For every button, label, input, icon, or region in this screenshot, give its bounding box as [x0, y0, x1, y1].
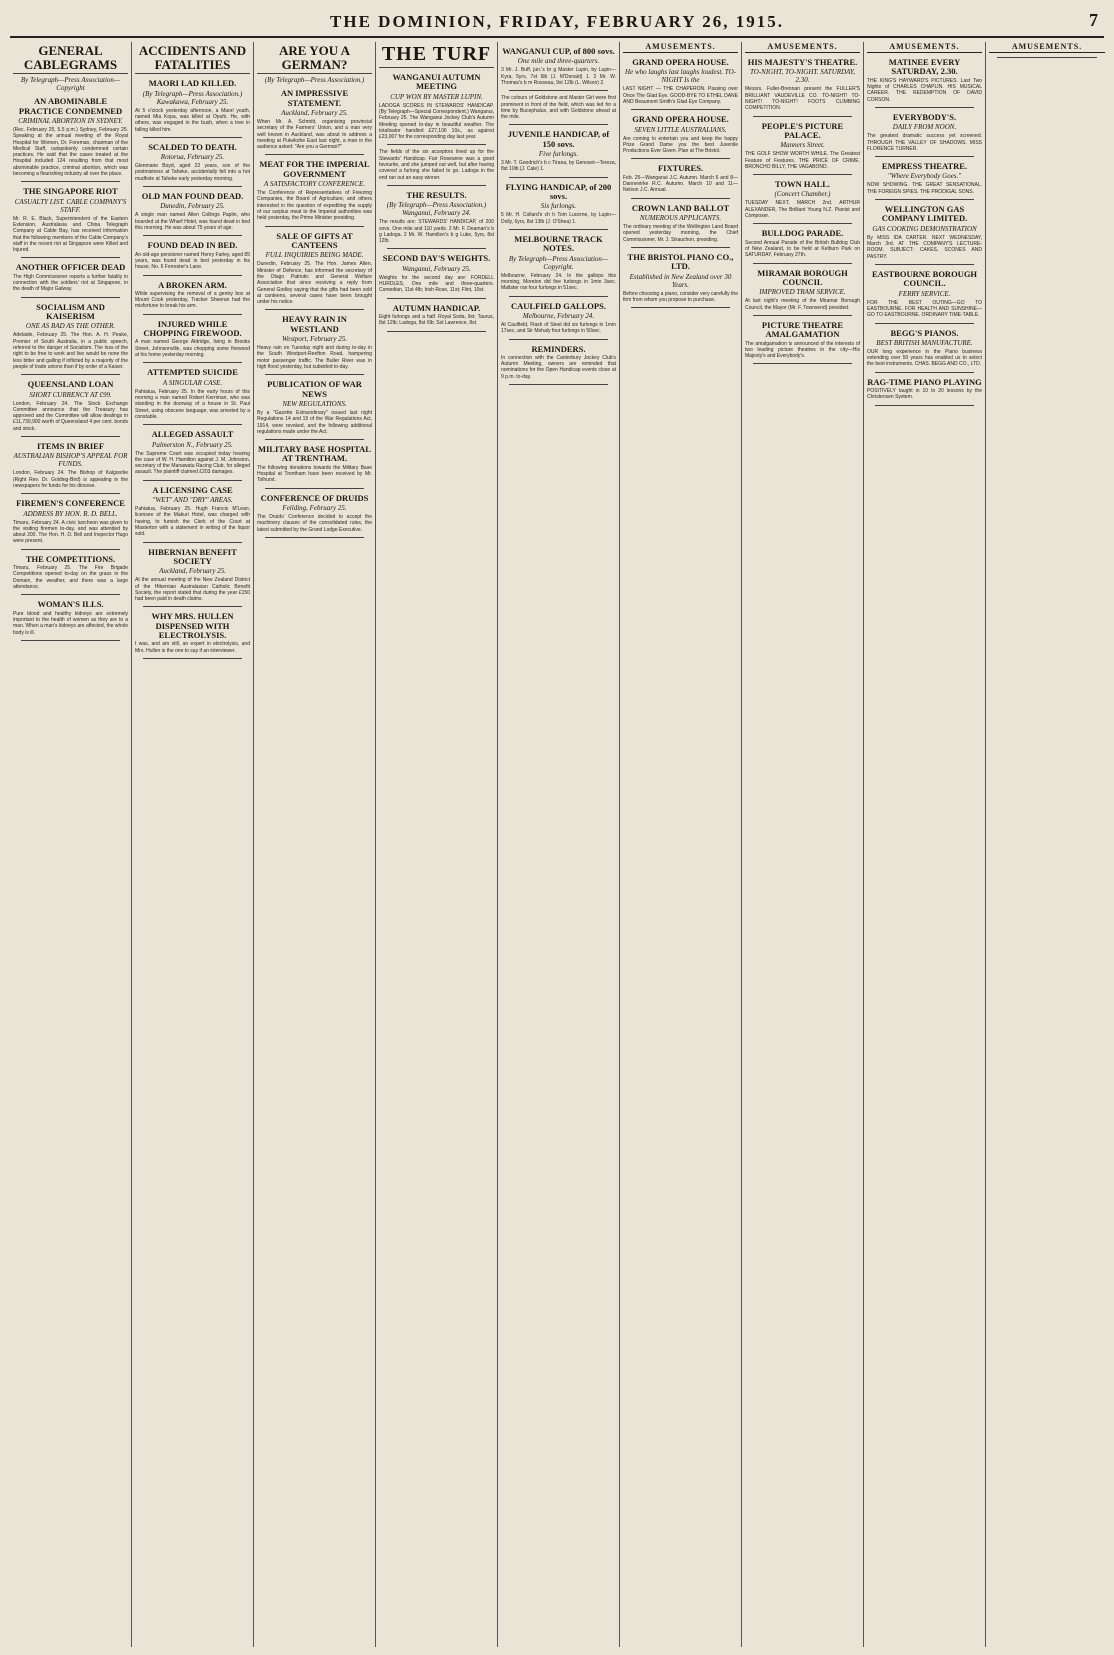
article-headline: SECOND DAY'S WEIGHTS.	[382, 253, 491, 264]
article-body: Pahiatua, February 25. Hugh Francis M'Lean, licensee of the Makuri Hotel, was charged with having, to furnish the Clerk of the Court at Masterton with a statement in writing of the liquor sold.	[135, 506, 250, 538]
article-subhead: DAILY FROM NOON.	[892, 123, 957, 132]
section-divider	[509, 296, 608, 297]
article-subhead: FULL INQUIRIES BEING MADE.	[265, 251, 364, 260]
article-subhead: A SINGULAR CASE.	[162, 378, 223, 387]
section-divider	[509, 124, 608, 125]
column-9	[986, 42, 1108, 1647]
article-headline: MAORI LAD KILLED.	[148, 78, 237, 89]
article-headline: FLYING HANDICAP, of 200 sovs.	[505, 181, 612, 202]
article-body: The colours of Goldstone and Master Girl were first prominent in front of the field, which was led for a time by Bucephalus, and with Goldstone ahead at the mile.	[501, 95, 616, 121]
section-divider	[21, 640, 120, 641]
article-subhead: BEST BRITISH MANUFACTURE.	[876, 338, 973, 347]
article-headline: MEAT FOR THE IMPERIAL GOVERNMENT	[259, 159, 370, 179]
column-5	[498, 42, 620, 1647]
article-body: I was, and am still, an expert in electrolysis, and Mrs. Hullen is the one to say if an interviewer.	[135, 641, 250, 654]
article-headline: THE BRISTOL PIANO CO., LTD.	[627, 251, 734, 272]
article-headline: TOWN HALL.	[774, 179, 831, 190]
columns	[10, 42, 1104, 1647]
article-body: THE KING'S HAYWARD'S PICTURES. Last Two Nights of CHARLES CHAPLIN. HIS MUSICAL CAREER. THE REDEMPTION OF DAVID CORSON.	[867, 77, 982, 103]
article-body: An old-age pensioner named Henry Farley, aged 85 years, was found dead in bed yesterday in his house, No. 6 Forrester's Lane.	[135, 251, 250, 271]
article-body: Adelaide, February 25. The Hon. A. H. Peake, Premier of South Australia, in a public speech, referred to the danger of Socialism. The loss of the right to be free to work and live would be none the less bitter and galling if inflicted by a majority of the people of trade unions than if by order of a Kaiser.	[13, 332, 128, 370]
article-body: London, February 24. The Stock Exchange Committee announce that the Treasury has approved and the Committee will allow dealings in £11,739,900 worth of Queensland 4 per cent. bonds and stock.	[13, 400, 128, 432]
article-subhead: ONE AS BAD AS THE OTHER.	[25, 322, 116, 331]
section-divider	[631, 307, 730, 308]
article-body: TUESDAY NEXT, MARCH 2nd. ARTHUR ALEXANDER, The Brilliant Young N.Z. Pianist and Composer.	[745, 200, 860, 220]
article-headline: WANGANUI CUP, of 800 sovs.	[502, 46, 615, 56]
section-divider	[143, 658, 242, 659]
article-subhead: "Where Everybody Goes."	[887, 172, 962, 181]
article-subhead: Auckland, February 25.	[159, 567, 226, 576]
section-divider	[509, 90, 608, 91]
article-headline: WELLINGTON GAS COMPANY LIMITED.	[881, 204, 968, 224]
article-subhead: A SATISFACTORY CONFERENCE.	[264, 180, 365, 189]
article-body: 5 Mr. H. Collard's ch h Tom Lucerne, by Lupin—Dolly, 6yrs, 8st 13lb (J. O'Shea) 1.	[501, 212, 616, 225]
section-divider	[509, 229, 608, 230]
section-divider	[265, 537, 364, 538]
article-headline: ALLEGED ASSAULT	[151, 429, 234, 440]
article-subhead: Six furlongs.	[540, 202, 577, 211]
article-body: 3 Mr. J. Buff, jun.'s br g Master Lupin, by Lupin—Kyra, 5yrs, 7st 6lb (J. M'Donald) 1. 2 Mr. W. Thomas's b m Rosseau, 9st 12lb (L. Wilson) 2.	[501, 67, 616, 86]
column-6	[620, 42, 742, 1647]
article-subhead: Melbourne, February 24.	[522, 311, 595, 320]
article-subhead: NUMEROUS APPLICANTS.	[639, 214, 722, 223]
article-subhead: CASUALTY LIST. CABLE COMPANY'S STAFF.	[14, 197, 127, 214]
section-divider	[509, 384, 608, 385]
section-divider	[387, 144, 486, 145]
article-headline: MIRAMAR BOROUGH COUNCIL	[757, 267, 848, 287]
section-divider	[143, 137, 242, 138]
article-headline: FIREMEN'S CONFERENCE	[16, 498, 125, 509]
article-body: A man named George Aldridge, living in Brooks Street, Johnsonville, was chopping some firewood at his home yesterday morning.	[135, 339, 250, 359]
article-body: OUR long experience in the Piano business extending over 50 years has enabled us to select the best instruments. CHAS. BEGG AND CO., LTD.	[867, 348, 982, 368]
article-headline: PICTURE THEATRE AMALGAMATION	[761, 319, 844, 340]
article-headline: THE COMPETITIONS.	[25, 553, 116, 564]
article-body: The Druids' Conference decided to accept the machinery clauses of the consolidated rules, the latest submitted by the Grand Lodge Executive.	[257, 514, 372, 533]
section-divider	[143, 275, 242, 276]
article-body: London, February 24. The Bishop of Kalgoorlie (Right Rev. Dr. Golding-Bird) is appealing in the newspapers for funds for his diocese.	[13, 470, 128, 489]
section-divider	[753, 223, 852, 224]
article-body: In connection with the Canterbury Jockey Club's Autumn Meeting, owners are reminded that nominations for the Open Handicap events close at 9 p.m. to-day.	[501, 354, 616, 380]
section-divider	[21, 297, 120, 298]
article-body: LADOGA SCORES IN STEWARDS' HANDICAP. (By Telegraph—Special Correspondent.) Wanganui, February 25. The Wanganui Jockey Club's Autumn Meeting opened to-day in beautiful weather. The totalisator handled £27,106 10s., as against £23,007 for the corresponding day last year.	[379, 102, 494, 141]
article-subhead: One mile and three-quarters.	[517, 57, 600, 66]
article-subhead: (By Telegraph—Press Association.) Wanganui, February 24.	[386, 201, 487, 218]
section-divider	[875, 264, 974, 265]
article-subhead: AUSTRALIAN BISHOP'S APPEAL FOR FUNDS.	[13, 452, 128, 469]
article-headline: BEGG'S PIANOS.	[890, 327, 959, 338]
article-body: The following donations towards the Military Base Hospital at Trentham have been received by Mr. Tolhurst.	[257, 464, 372, 484]
section-divider	[997, 57, 1097, 58]
article-headline: BULLDOG PARADE.	[761, 228, 844, 239]
article-subhead: Feilding, February 25.	[282, 504, 347, 513]
article-headline: GRAND OPERA HOUSE.	[632, 57, 729, 67]
section-divider	[21, 549, 120, 550]
article-body: Eight furlongs and a half. Royal Soda, 9st; Taurus, 8st 12lb; Ladoga, 8st 6lb; Sol Lawrence, 8st.	[379, 314, 494, 327]
article-subhead: GAS COOKING DEMONSTRATION	[872, 224, 977, 233]
article-headline: FOUND DEAD IN BED.	[147, 240, 238, 251]
article-body: Melbourne, February 24. In the gallops this morning, Moreton did five furlongs in 1min 3sec. Maltster ran four furlongs in 51sec.	[501, 272, 616, 292]
masthead-title: THE DOMINION, FRIDAY, FEBRUARY 26, 1915.	[330, 12, 784, 31]
article-body: Feb. 25—Wanganui J.C. Autumn. March 6 and 8—Dannevirke R.C. Autumn. March 10 and 11—Nelson J.C. Annual.	[623, 174, 738, 194]
article-body: At the annual meeting of the New Zealand District of the Hibernian Australasian Catholic Benefit Society, the report stated that during the year £150 had been paid in death claims.	[135, 577, 250, 603]
article-body: Pahiatua, February 25. In the early hours of this morning a man named Robert Kerriman, who was standing in the doorway of a house in St. Paul Street, using obscene language, was arrested by a constable.	[135, 388, 250, 420]
article-body: THE GOLF SHOW WORTH WHILE. The Greatest Feature of Features. THE PRICE OF CRIME. BRONCHO BILLY, THE VAGABOND.	[745, 151, 860, 170]
article-subhead: (By Telegraph—Press Association.) Kawakawa, February 25.	[142, 89, 243, 106]
article-headline: INJURED WHILE CHOPPING FIREWOOD.	[143, 318, 242, 339]
section-divider	[753, 174, 852, 175]
article-headline: ANOTHER OFFICER DEAD	[15, 262, 126, 273]
article-subhead: Rotorua, February 25.	[160, 153, 225, 162]
article-body: Pure blood and healthy kidneys are extremely important to the health of women as they are to a man. When a man's kidneys are affected, the whole body is ill.	[13, 610, 128, 636]
section-divider	[875, 323, 974, 324]
article-subhead: IMPROVED TRAM SERVICE.	[759, 288, 846, 297]
section-divider	[753, 263, 852, 264]
article-headline: SOCIALISM AND KAISERISM	[36, 301, 105, 322]
article-subhead: By Telegraph—Press Association—Copyright.	[508, 254, 609, 271]
column-heading: AMUSEMENTS.	[623, 42, 738, 53]
article-headline: WOMAN'S ILLS.	[37, 599, 104, 610]
article-body: At Caulfield, Flash of Steel did six furlongs in 1min 17sec, and Sir Mohaly four furlongs in 50sec.	[501, 321, 616, 335]
section-divider	[265, 374, 364, 375]
article-headline: RAG-TIME PIANO PLAYING	[867, 376, 982, 387]
column-title: ARE YOU A GERMAN?	[257, 44, 372, 74]
section-divider	[265, 439, 364, 440]
article-body: Weights for the second day are: FORDELL HURDLES, One mile and three-quarters. Comedian, 11st 4lb; Irish Rose, 11st; Flint, 10st.	[379, 274, 494, 294]
article-body: LAST NIGHT — THE CHAPERON. Passing over Once The Glad Eye. GOOD-BYE TO ETHEL DANE AND Beaumont Smith's Glad Eye Company.	[623, 86, 738, 105]
article-subhead: NEW REGULATIONS.	[282, 399, 347, 408]
article-body: Timaru, February 25. The Fire Brigade Competitions opened to-day on the grass in the Domain, the weather, and there was a large attendance.	[13, 565, 128, 590]
article-body: At last night's meeting of the Miramar Borough Council, the Mayor (Mr. F. Townsend) presided.	[745, 298, 860, 311]
section-divider	[875, 199, 974, 200]
article-headline: JUVENILE HANDICAP, of 150 sovs.	[507, 129, 610, 149]
section-divider	[21, 181, 120, 182]
column-1	[10, 42, 132, 1647]
article-headline: AN IMPRESSIVE STATEMENT.	[280, 88, 349, 108]
article-body: 3 Mr. T. Goodrich's b c Tirana, by Genoset—Tereza, 8st 10lb (J. Cale) 1.	[501, 160, 616, 173]
byline: (By Telegraph—Press Association.)	[264, 76, 365, 85]
article-headline: CAULFIELD GALLOPS.	[511, 300, 606, 311]
section-divider	[143, 314, 242, 315]
article-subhead: SEVEN LITTLE AUSTRALIANS.	[634, 125, 727, 134]
article-body: Second Annual Parade of the British Bulldog Club of New Zealand, to be held at Kelburn Park on SATURDAY, February 27th.	[745, 239, 860, 259]
article-headline: ATTEMPTED SUICIDE	[147, 367, 238, 378]
column-heading: AMUSEMENTS.	[989, 42, 1105, 53]
article-headline: REMINDERS.	[531, 343, 586, 354]
article-subhead: CUP WON BY MASTER LUPIN.	[390, 92, 483, 101]
article-headline: SALE OF GIFTS AT CANTEENS	[276, 230, 353, 250]
article-body: Before choosing a piano, consider very carefully the firm from whom you propose to purchase.	[623, 290, 738, 303]
section-divider	[875, 405, 974, 406]
page-number: 7	[1089, 10, 1098, 30]
byline: By Telegraph—Press Association—Copyright	[20, 76, 121, 93]
article-headline: ITEMS IN BRIEF	[36, 441, 105, 451]
article-subhead: Auckland, February 25.	[281, 108, 348, 117]
section-divider	[143, 542, 242, 543]
article-headline: PUBLICATION OF WAR NEWS	[267, 379, 362, 399]
section-divider	[143, 235, 242, 236]
section-divider	[631, 247, 730, 248]
section-divider	[753, 116, 852, 117]
section-divider	[21, 257, 120, 258]
column-7	[742, 42, 864, 1647]
article-headline: A BROKEN ARM.	[158, 279, 227, 290]
section-divider	[265, 488, 364, 489]
section-divider	[631, 198, 730, 199]
section-divider	[143, 424, 242, 425]
article-headline: QUEENSLAND LOAN	[27, 379, 114, 390]
section-divider	[631, 109, 730, 110]
article-body: FOR THE BEST OUTING—GO TO EASTBOURNE. FOR HEALTH AND SUNSHINE—GO TO EASTBOURNE. ORDINARY TIME-TABLE.	[867, 299, 982, 319]
article-headline: EMPRESS THEATRE.	[881, 161, 968, 172]
section-divider	[265, 154, 364, 155]
section-divider	[143, 480, 242, 481]
article-body: The greatest dramatic success yet screened. THROUGH THE VALLEY OF SHADOWS. MISS FLORENCE TURNER.	[867, 133, 982, 152]
article-subhead: ADDRESS BY HON. R. D. BELL.	[23, 509, 118, 518]
article-body: POSITIVELY taught in 10 to 20 lessons by the Christensen System.	[867, 388, 982, 401]
article-subhead: Established in New Zealand over 30 Years.	[629, 272, 732, 289]
article-body: By a "Gazette Extraordinary" issued last night Regulations 14 and 15 of the War Regulations Act, 1914, were revoked, and the following additional regulations made under the Act.	[257, 409, 372, 435]
article-body: The High Commissioner reports a further fatality in connection with the soldiers' riot at Singapore, in the death of Major Galway.	[13, 273, 128, 293]
article-subhead: Wanganui, February 25.	[402, 264, 471, 273]
article-body: NOW SHOWING. THE GREAT SENSATIONAL. THE FOREIGN SPIES. THE PRODIGAL SONS.	[867, 182, 982, 195]
article-body: Heavy rain on Tuesday night and during to-day in the South Westport-Reefton Road, hampering motor passenger traffic. The Buller River was in high flood yesterday, but subsided to-day.	[257, 345, 372, 370]
article-headline: HIBERNIAN BENEFIT SOCIETY	[148, 546, 237, 566]
article-subhead: Palmerston N., February 25.	[152, 440, 233, 449]
article-body: Mr. R. E. Black, Superintendent of the Eastern Extension, Australasia and China Telegraph Company at Cable Bay, has received information that the following members of the Cable Company's staff in the recent riot at Singapore were Killed and Injured.	[13, 215, 128, 254]
section-divider	[143, 362, 242, 363]
article-body: Timaru, February 24. A civic luncheon was given to the visiting firemen to-day, and was attended by about 200. The Hon. H. D. Bell and Inspector Hugo were present.	[13, 519, 128, 545]
article-body: The fields of the six acceptors lined up for the Stewards' Handicap. Fair Roseanne was a good favourite, and she jumped out well, but after having covered a furlong she failed to go. Ladoga in the end ran out an easy winner.	[379, 149, 494, 181]
article-body: The Conference of Representatives of Freezing Companies, the Board of Agriculture, and others interested in the question of expediting the supply of our surplus meat to the Imperial authorities was held yesterday, the Prime Minister presiding.	[257, 190, 372, 222]
article-body: By MISS IDA CARTER. NEXT WEDNESDAY, March 3rd. AT THE COMPANY'S LECTURE-ROOM. SUBJECT: CAKES, SCONES AND PASTRY.	[867, 234, 982, 260]
masthead	[10, 8, 1104, 38]
article-headline: THE SINGAPORE RIOT	[23, 186, 118, 197]
section-divider	[753, 315, 852, 316]
article-body: A single man named Allen Collings Paplin, who boarded at the Wharf Hotel, was found dead in bed this morning. He was about 75 years of age.	[135, 212, 250, 231]
column-heading: AMUSEMENTS.	[745, 42, 860, 53]
column-title: GENERAL CABLEGRAMS	[13, 44, 128, 74]
column-title: THE TURF	[379, 44, 494, 68]
article-body: The results are: STEWARDS' HANDICAP, of 200 sovs. One mile and 110 yards. 2 Mr. F. Deaman's b g Ladoga. 2 Mr. W. Hamilton's b g Luke, 5yrs, 8st 12lb.	[379, 219, 494, 245]
article-subhead: "WET" AND "DRY" AREAS.	[152, 496, 233, 505]
section-divider	[631, 158, 730, 159]
section-divider	[21, 374, 120, 375]
column-4	[376, 42, 498, 1647]
section-divider	[143, 606, 242, 607]
article-headline: MATINEE EVERY SATURDAY, 2.30.	[888, 57, 961, 77]
article-headline: SCALDED TO DEATH.	[148, 141, 237, 152]
article-headline: EVERYBODY'S.	[892, 111, 957, 122]
column-8	[864, 42, 986, 1647]
article-body: Glenmarie Boyd, aged 22 years, son of the postmistress at Taheke, accidentally fell into a hot mudhole at Taheke early yesterday morning.	[135, 163, 250, 182]
section-divider	[21, 594, 120, 595]
article-headline: OLD MAN FOUND DEAD.	[141, 191, 244, 202]
article-headline: GRAND OPERA HOUSE.	[632, 114, 729, 125]
article-headline: MELBOURNE TRACK NOTES.	[514, 233, 603, 254]
section-divider	[143, 186, 242, 187]
section-divider	[509, 177, 608, 178]
article-subhead: Dunedin, February 25.	[160, 202, 225, 211]
column-2	[132, 42, 254, 1647]
article-body: Are coming to entertain you and keep the happy Prize Grand Dame you the best Juvenile Productions Ever Given. Plan at The Bristol.	[623, 135, 738, 155]
article-subhead: TO-NIGHT, TO-NIGHT. SATURDAY, 2.30.	[750, 68, 855, 85]
article-body: When Mr. A. Schmitt, organising provincial secretary of the Farmers' Union, and a man very well known in Auckland, was about to address a meeting at Pukekohe East last night, a man in the audience asked: "Are you a German?"	[257, 118, 372, 151]
section-divider	[387, 331, 486, 332]
article-subhead: He who laughs last laughs loudest. TO-NIGHT Is the	[625, 68, 736, 85]
article-body: At 5 o'clock yesterday afternoon, a Maori youth, named Mia Kopa, was killed at Opuhi. He, with others, was engaged in the bush, when a tree in falling killed him.	[135, 107, 250, 133]
article-body: Dunedin, February 25. The Hon. James Allen, Minister of Defence, has informed the secretary of the Otago Patriotic and General Welfare Association that since receiving a reply from General Godley saying that the gifts had been sold at canteens, several cases have been brought under his notice.	[257, 261, 372, 306]
article-subhead: Five furlongs.	[538, 150, 579, 159]
article-headline: WHY MRS. HULLEN DISPENSED WITH ELECTROLYSIS.	[151, 611, 234, 641]
article-subhead: (Concert Chamber.)	[774, 190, 831, 199]
section-divider	[265, 309, 364, 310]
section-divider	[21, 493, 120, 494]
section-divider	[875, 372, 974, 373]
article-headline: WANGANUI AUTUMN MEETING	[392, 72, 481, 92]
section-divider	[265, 226, 364, 227]
article-headline: AN ABOMINABLE PRACTICE CONDEMNED	[18, 96, 123, 116]
article-subhead: SHORT CURRENCY AT £99.	[29, 390, 112, 399]
section-divider	[753, 363, 852, 364]
article-subhead: Manners Street.	[780, 141, 825, 150]
section-divider	[875, 156, 974, 157]
section-divider	[387, 185, 486, 186]
article-body: (Rec. February 25, 5.5 p.m.) Sydney, February 25. Speaking at the annual meeting of the Royal Hospital for Women, Dr. Foreman, chairman of the Medical Staff, outspokenly condemned certain practices. He said that the cases treated at the Hospital included 124 resulting from that most abominable practice, criminal abortion, which was becoming a flourishing industry all over the place.	[13, 126, 128, 178]
article-headline: CONFERENCE OF DRUIDS	[260, 492, 369, 503]
article-headline: PEOPLE'S PICTURE PALACE.	[761, 120, 844, 140]
article-headline: MILITARY BASE HOSPITAL AT TRENTHAM.	[258, 444, 371, 464]
section-divider	[875, 107, 974, 108]
article-body: Messrs. Fuller-Brennan present the FULLER'S BRILLIANT VAUDEVILLE CO. TO-NIGHT! TO-NIGHT! TO-NIGHT! FOOTS CLIMBING COMPETITION.	[745, 86, 860, 112]
article-headline: FIXTURES.	[657, 163, 704, 174]
article-body: While supervising the removal of a gentry box at Mount Cook yesterday, Tracker Sheeran had the misfortune to break his arm.	[135, 290, 250, 310]
article-headline: A LICENSING CASE	[152, 484, 233, 495]
article-subhead: CRIMINAL ABORTION IN SYDNEY.	[18, 116, 123, 125]
section-divider	[387, 248, 486, 249]
column-title: ACCIDENTS AND FATALITIES	[135, 44, 250, 74]
article-headline: HEAVY RAIN IN WESTLAND	[282, 314, 347, 334]
section-divider	[21, 436, 120, 437]
article-body: The amalgamation is announced of the interests of two leading picture theatres in the city—His Majesty's and Everybody's.	[745, 340, 860, 360]
section-divider	[387, 298, 486, 299]
article-headline: AUTUMN HANDICAP.	[392, 302, 481, 313]
article-subhead: Westport, February 25.	[281, 335, 348, 344]
article-headline: THE RESULTS.	[406, 189, 467, 200]
column-3	[254, 42, 376, 1647]
article-headline: EASTBOURNE BOROUGH COUNCIL.	[871, 268, 978, 289]
article-body: The ordinary meeting of the Wellington Land Board opened yesterday morning, the Chief Commissioner, Mr. J. Strauchon, presiding.	[623, 224, 738, 243]
article-body: The Supreme Court was occupied today hearing the case of W. H. Hamilton against J. M. Johnston, secretary of the Manawatu Racing Club, for alleged assault. The plaintiff claimed £203 damages.	[135, 450, 250, 476]
section-divider	[509, 339, 608, 340]
article-subhead: FERRY SERVICE.	[898, 289, 951, 298]
column-heading: AMUSEMENTS.	[867, 42, 982, 53]
article-headline: CROWN LAND BALLOT	[631, 202, 730, 213]
article-headline: HIS MAJESTY'S THEATRE.	[747, 57, 858, 67]
